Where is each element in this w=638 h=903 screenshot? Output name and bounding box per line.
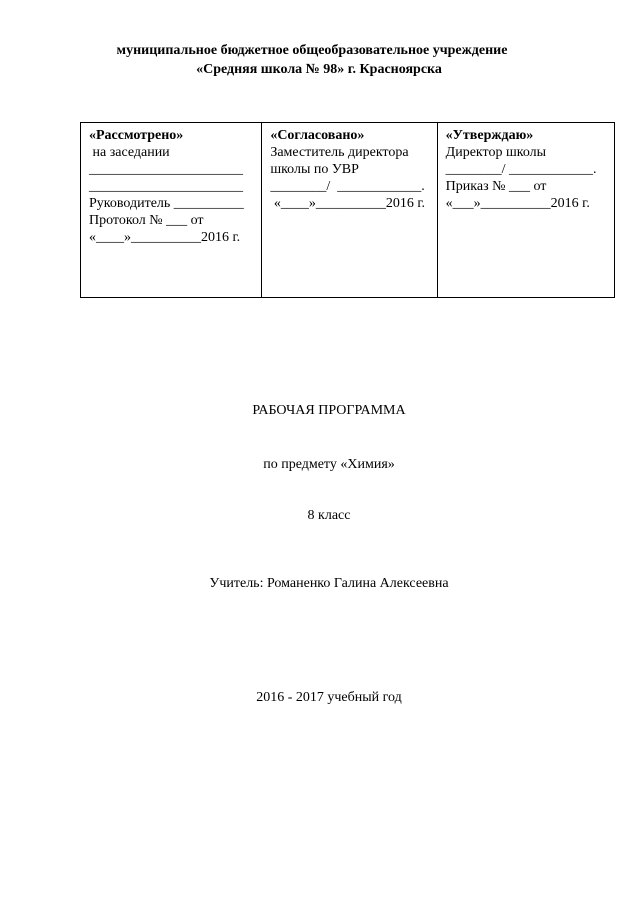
document-teacher: Учитель: Романенко Галина Алексеевна (209, 576, 449, 591)
document-grade: 8 класс (307, 508, 351, 523)
reviewed-meeting: на заседании (89, 145, 170, 160)
approved-column (437, 123, 614, 297)
approved-date: «___»__________2016 г. (445, 196, 590, 211)
school-type: муниципальное бюджетное общеобразовательное учреждение (116, 43, 508, 58)
reviewed-title: «Рассмотрено» (89, 128, 184, 143)
document-title: РАБОЧАЯ ПРОГРАММА (252, 403, 406, 418)
reviewed-blank-1: ______________________ (89, 162, 243, 177)
reviewed-blank-2: ______________________ (89, 179, 243, 194)
reviewed-head: Руководитель __________ (89, 196, 244, 211)
agreed-title: «Согласовано» (270, 128, 365, 143)
document-subject: по предмету «Химия» (263, 457, 395, 472)
document-year: 2016 - 2017 учебный год (256, 690, 402, 705)
agreed-department: школы по УВР (270, 162, 359, 177)
school-header (0, 41, 638, 79)
agreed-date: «____»__________2016 г. (270, 196, 425, 211)
school-name: «Средняя школа № 98» г. Красноярска (196, 62, 442, 77)
agreed-position: Заместитель директора (270, 145, 409, 160)
approval-table (80, 122, 615, 298)
approved-position: Директор школы (445, 145, 547, 160)
agreed-column (261, 123, 436, 297)
reviewed-column (81, 123, 261, 297)
approved-signature: ________/ ____________. (445, 162, 597, 177)
reviewed-protocol: Протокол № ___ от (89, 213, 204, 228)
reviewed-date: «____»__________2016 г. (89, 230, 241, 245)
agreed-signature: ________/ ____________. (270, 179, 425, 194)
approved-title: «Утверждаю» (445, 128, 534, 143)
approved-order: Приказ № ___ от (445, 179, 547, 194)
